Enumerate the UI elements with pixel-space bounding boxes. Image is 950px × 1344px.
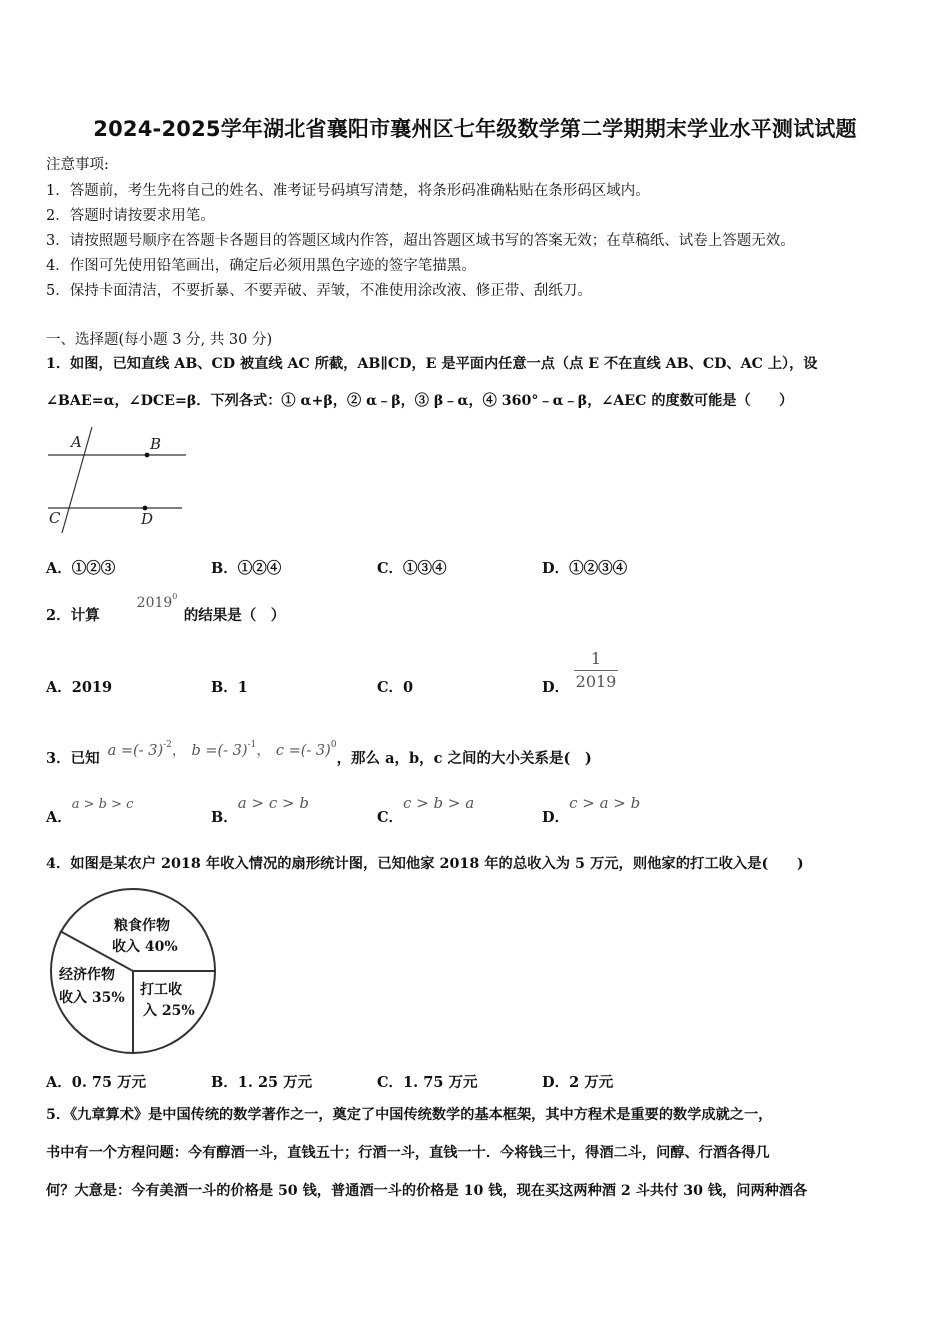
q3-expr-b: b =(- 3)$^{-1}$ <box>191 740 257 759</box>
question-5-line-1: 5．《九章算术》是中国传统的数学著作之一，奠定了中国传统数学的基本框架，其中方程术是重要的数学成就之一， <box>46 1107 773 1123</box>
q1-option-d[interactable]: D．①②③④ <box>542 560 628 577</box>
q3-suffix: ，那么 a，b，c 之间的大小关系是( ) <box>336 750 592 767</box>
q1-option-c[interactable]: C．①③④ <box>377 560 447 577</box>
q2-option-b[interactable]: B．1 <box>211 679 248 696</box>
q2-expression: 2019$^0$ <box>136 592 178 611</box>
q3-option-c[interactable]: C．c > b > a <box>377 794 475 826</box>
pie-label-grain-1: 粮食作物 <box>114 918 170 934</box>
question-2 <box>46 592 286 625</box>
pie-label-work-1: 打工收 <box>140 982 182 998</box>
label-d: D <box>141 510 154 528</box>
question-5-line-3: 何？大意是：今有美酒一斗的价格是 50 钱，普通酒一斗的价格是 10 钱，现在买这两种酒 2 斗共付 30 钱，问两种酒各 <box>46 1183 808 1199</box>
point-b <box>145 453 150 458</box>
pie-label-grain-2: 收入 40% <box>112 939 178 955</box>
notice-item: 3．请按照题号顺序在答题卡各题目的答题区域内作答，超出答题区域书写的答案无效；在草稿纸、试卷上答题无效。 <box>46 233 795 249</box>
q2-option-a[interactable]: A．2019 <box>46 679 113 696</box>
q3-prefix: 3．已知 <box>46 750 100 767</box>
question-4: 4．如图是某农户 2018 年收入情况的扇形统计图，已知他家 2018 年的总收入为 5 万元，则他家的打工收入是( ) <box>46 856 804 872</box>
notice-item: 2．答题时请按要求用笔。 <box>46 208 215 224</box>
q4-option-b[interactable]: B．1. 25 万元 <box>211 1074 313 1091</box>
q3-option-a[interactable]: A．a > b > c <box>46 797 134 826</box>
section-heading: 一、选择题(每小题 3 分, 共 30 分) <box>46 332 273 348</box>
q1-option-b[interactable]: B．①②④ <box>211 560 282 577</box>
q2-fraction <box>574 649 618 691</box>
pie-label-econ-1: 经济作物 <box>59 967 115 983</box>
question-3: 3．已知 a =(- 3)$^{-2}$， b =(- 3)$^{-1}$， c =(- 3)$^0$，那么 a，b，c 之间的大小关系是( ) <box>46 740 592 767</box>
page-title: 2024-2025学年湖北省襄阳市襄州区七年级数学第二学期期末学业水平测试试题 <box>93 117 857 141</box>
q4-option-a[interactable]: A．0. 75 万元 <box>46 1074 147 1091</box>
question-5-line-2: 书中有一个方程问题：今有醇酒一斗，直钱五十；行酒一斗，直钱一十．今将钱三十，得酒二斗，问醇、行酒各得几 <box>46 1145 770 1161</box>
q3-option-b[interactable]: B．a > c > b <box>211 794 309 826</box>
label-c: C <box>49 509 61 527</box>
notice-item: 5．保持卡面清洁，不要折暴、不要弄破、弄皱，不准使用涂改液、修正带、刮纸刀。 <box>46 283 592 299</box>
q2-option-d[interactable]: D． <box>542 679 570 696</box>
fraction-denominator: 2019 <box>575 672 617 691</box>
q2-option-c[interactable]: C．0 <box>377 679 414 696</box>
q4-option-d[interactable]: D．2 万元 <box>542 1074 614 1091</box>
label-a: A <box>71 433 82 451</box>
pie-label-econ-2: 收入 35% <box>59 990 125 1006</box>
notice-item: 1．答题前，考生先将自己的姓名、准考证号码填写清楚，将条形码准确粘贴在条形码区域内。 <box>46 183 650 199</box>
parallel-lines-figure <box>44 425 194 535</box>
pie-label-work-2: 入 25% <box>143 1003 195 1019</box>
q3-expr-c: c =(- 3)$^0$ <box>275 740 337 759</box>
q1-option-a[interactable]: A．①②③ <box>46 560 116 577</box>
q2-prefix: 2．计算 <box>46 607 100 624</box>
fraction-numerator: 1 <box>590 649 602 668</box>
pie-chart <box>48 886 220 1058</box>
q4-option-c[interactable]: C．1. 75 万元 <box>377 1074 478 1091</box>
question-1-line-2: ∠BAE=α，∠DCE=β．下列各式：① α+β，② α﹣β，③ β﹣α，④ 360°﹣α﹣β，∠AEC 的度数可能是（ ） <box>46 393 794 409</box>
q2-suffix: 的结果是（ ） <box>183 607 286 624</box>
label-b: B <box>150 435 162 453</box>
question-1-line-1: 1．如图，已知直线 AB、CD 被直线 AC 所截，AB∥CD，E 是平面内任意一点（点 E 不在直线 AB、CD、AC 上），设 <box>46 356 818 372</box>
q3-expr-a: a =(- 3)$^{-2}$ <box>107 740 172 759</box>
q3-option-d[interactable]: D．c > a > b <box>542 794 641 826</box>
notice-heading: 注意事项: <box>46 157 109 173</box>
notice-item: 4．作图可先使用铅笔画出，确定后必须用黑色字迹的签字笔描黑。 <box>46 258 476 274</box>
